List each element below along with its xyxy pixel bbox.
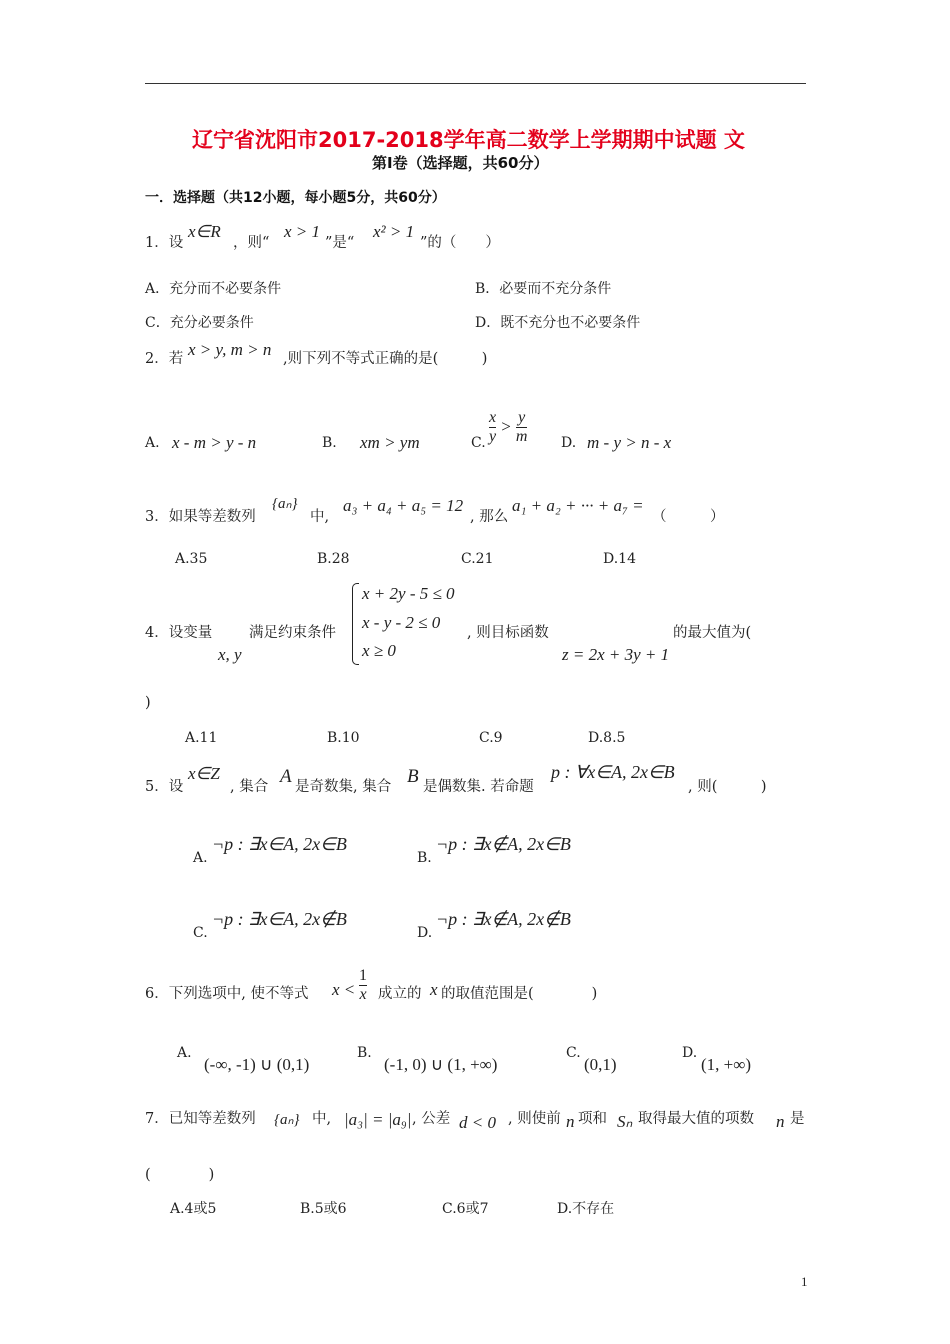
q6-lhs: x < (332, 980, 356, 999)
q3-option-a: A.35 (175, 551, 208, 567)
q1-option-c: C．充分必要条件 (145, 315, 254, 331)
q5-option-c: ¬p : ∃x∈A, 2x∉B (212, 909, 347, 929)
q5-option-b: ¬p : ∃x∉A, 2x∈B (436, 834, 571, 854)
q2-option-c (489, 410, 527, 445)
q6-frac-den: x (359, 986, 367, 1003)
q6-frac-num: 1 (359, 967, 367, 984)
q5-text4: , 则( ) (688, 779, 767, 795)
q3-option-d: D.14 (603, 551, 636, 567)
q1-option-d: D．既不充分也不必要条件 (475, 315, 641, 331)
q3-text1: 中, (310, 509, 330, 525)
q6-number: 6．下列选项中, 使不等式 (145, 986, 309, 1002)
q6-option-b-label: B. (357, 1045, 372, 1061)
q1-expr1: x∈R (188, 222, 221, 241)
page-subtitle: 第Ⅰ卷（选择题，共60分） (372, 154, 549, 172)
q1-text1: ，则“ (233, 235, 270, 251)
q3-expr2: a₁ + a₂ + ··· + a₇ = (512, 496, 644, 515)
q3-expr: a₃ + a₄ + a₅ = 12 (343, 496, 464, 515)
q5-set-b: B (407, 766, 419, 787)
q7-paren: ( ) (145, 1167, 215, 1183)
q2-c-fraction-2 (516, 410, 528, 445)
q7-sequence: {aₙ} (274, 1112, 300, 1128)
q2-c-operator: > (501, 417, 511, 436)
q6-option-c: (0,1) (584, 1055, 617, 1074)
q2-text1: ,则下列不等式正确的是( ) (283, 351, 488, 367)
q4-constraint-3: x ≥ 0 (362, 641, 396, 660)
q7-text6: 是 (790, 1111, 805, 1127)
q5-option-d-label: D. (417, 925, 433, 941)
page-number: 1 (801, 1274, 808, 1289)
q7-sn: Sₙ (617, 1112, 633, 1131)
q2-option-a: x - m > y - n (172, 433, 257, 452)
q2-option-c-label: C. (471, 435, 486, 451)
q2-c-fraction-1 (489, 410, 496, 445)
q5-expr: x∈Z (188, 764, 220, 783)
q4-variables: x, y (218, 645, 242, 664)
q2-option-a-label: A. (145, 435, 160, 451)
q3-number: 3．如果等差数列 (145, 509, 256, 525)
q7-n1: n (566, 1112, 575, 1131)
q4-text4: ) (145, 695, 151, 711)
q6-text2: 的取值范围是( ) (441, 986, 598, 1002)
q4-objective: z = 2x + 3y + 1 (562, 645, 670, 664)
q5-option-b-label: B. (417, 850, 432, 866)
q6-option-c-label: C. (566, 1045, 581, 1061)
q1-number: 1．设 (145, 235, 184, 251)
q5-option-a: ¬p : ∃x∈A, 2x∈B (212, 834, 347, 854)
q4-number: 4．设变量 (145, 625, 213, 641)
q3-option-b: B.28 (317, 551, 350, 567)
q6-text1: 成立的 (378, 986, 422, 1002)
q7-text1: 中, (312, 1111, 332, 1127)
q5-option-a-label: A. (193, 850, 208, 866)
q7-option-b: B.5或6 (300, 1201, 347, 1217)
q5-option-c-label: C. (193, 925, 208, 941)
q6-fraction (359, 968, 367, 1003)
q1-option-a: A．充分而不必要条件 (145, 281, 282, 297)
q1-option-b: B．必要而不充分条件 (475, 281, 612, 297)
q6-option-b: (-1, 0) ∪ (1, +∞) (384, 1055, 498, 1074)
q4-option-b: B.10 (327, 730, 360, 746)
q4-option-d: D.8.5 (588, 730, 626, 746)
q6-option-d-label: D. (682, 1045, 698, 1061)
q7-text2: , 公差 (412, 1111, 451, 1127)
q5-text3: 是偶数集. 若命题 (423, 779, 534, 795)
q5-number: 5．设 (145, 779, 184, 795)
constraint-brace (352, 583, 359, 665)
q3-option-c: C.21 (461, 551, 494, 567)
q6-option-d: (1, +∞) (701, 1055, 752, 1074)
q7-text4: 项和 (578, 1111, 607, 1127)
q7-n2: n (776, 1112, 785, 1131)
q1-expr2: x > 1 (284, 222, 321, 241)
q6-fraction-inner (359, 968, 367, 1003)
q7-text3: , 则使前 (508, 1111, 561, 1127)
q2-c-num2: y (518, 409, 526, 426)
q2-expr: x > y, m > n (188, 340, 272, 359)
q7-d: d < 0 (459, 1113, 496, 1132)
q4-text3: 的最大值为( (673, 625, 752, 641)
q7-option-c: C.6或7 (442, 1201, 489, 1217)
q4-text2: , 则目标函数 (467, 625, 549, 641)
page-title: 辽宁省沈阳市2017-2018学年高二数学上学期期中试题 文 (192, 128, 745, 152)
q4-constraint-1: x + 2y - 5 ≤ 0 (362, 584, 455, 603)
q6-var: x (430, 980, 438, 999)
q5-option-d: ¬p : ∃x∉A, 2x∉B (436, 909, 571, 929)
q4-option-c: C.9 (479, 730, 503, 746)
q4-constraint-2: x - y - 2 ≤ 0 (362, 613, 441, 632)
q2-c-den2: m (515, 428, 528, 445)
q4-text1: 满足约束条件 (249, 625, 336, 641)
q5-text2: 是奇数集, 集合 (295, 779, 392, 795)
q2-number: 2．若 (145, 351, 184, 367)
q2-option-d: m - y > n - x (587, 433, 672, 452)
q3-text3: （ ） (652, 509, 725, 525)
q7-option-a: A.4或5 (170, 1201, 217, 1217)
q7-option-d: D.不存在 (557, 1201, 615, 1217)
q2-c-den1: y (489, 428, 497, 445)
q5-proposition: p : ∀x∈A, 2x∈B (551, 762, 675, 782)
q6-option-a: (-∞, -1) ∪ (0,1) (204, 1055, 310, 1074)
q2-option-b-label: B. (322, 435, 337, 451)
q4-option-a: A.11 (185, 730, 218, 746)
q3-sequence: {aₙ} (272, 496, 298, 512)
q2-c-num1: x (489, 409, 497, 426)
header-rule (145, 83, 806, 84)
q1-expr3: x² > 1 (373, 222, 415, 241)
q1-text2: ”是“ (325, 235, 355, 251)
q7-expr: |a₃| = |a₉| (344, 1110, 412, 1129)
q2-option-b: xm > ym (360, 433, 420, 452)
q7-text5: 取得最大值的项数 (638, 1111, 754, 1127)
q5-set-a: A (280, 766, 292, 787)
q7-number: 7．已知等差数列 (145, 1111, 256, 1127)
q3-text2: , 那么 (470, 509, 509, 525)
q6-option-a-label: A. (177, 1045, 192, 1061)
q2-option-d-label: D. (561, 435, 577, 451)
q1-text3: ”的（ ） (420, 235, 500, 251)
q5-text1: , 集合 (230, 779, 269, 795)
section-heading: 一．选择题（共12小题，每小题5分，共60分） (145, 190, 446, 206)
